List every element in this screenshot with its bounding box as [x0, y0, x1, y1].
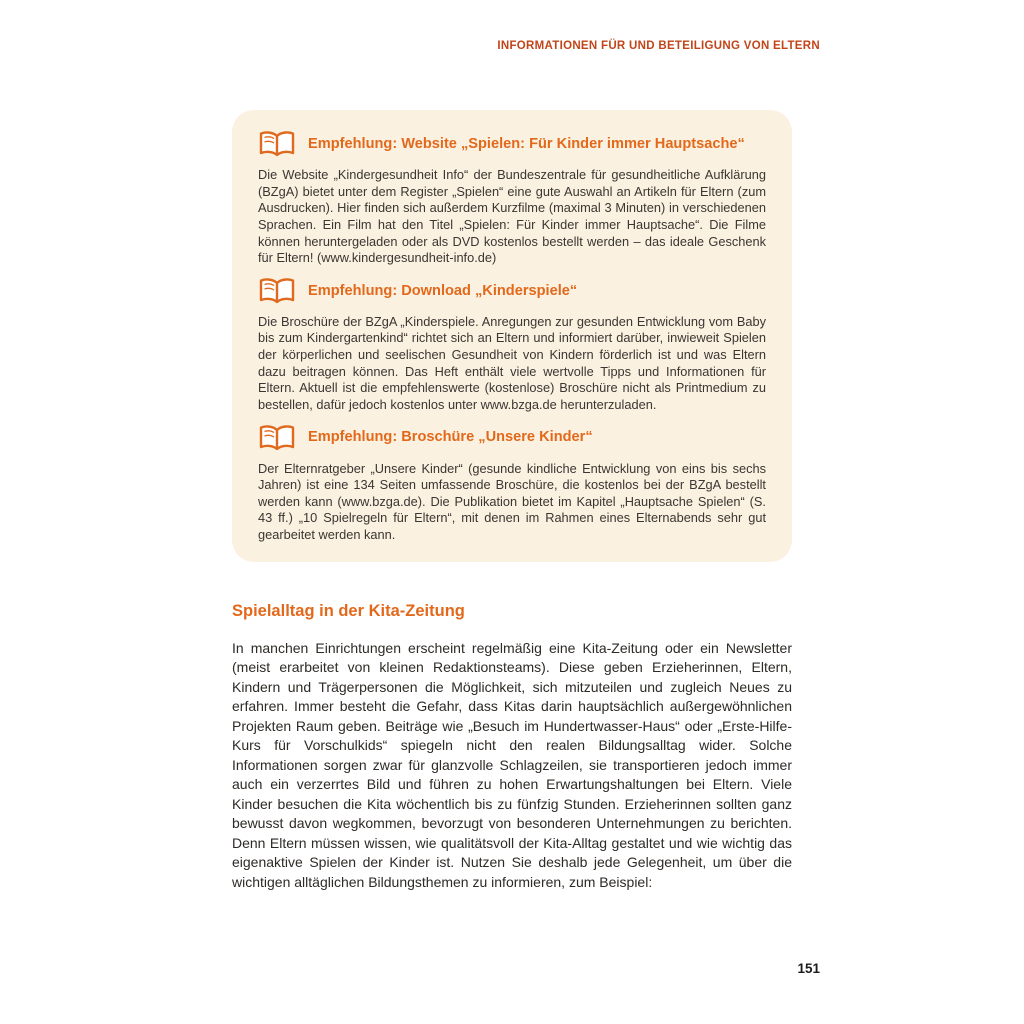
recommendation-header [258, 277, 766, 306]
recommendation-header [258, 424, 766, 453]
recommendation-body: Die Website „Kindergesundheit Info“ der Bundeszentrale für gesundheitliche Aufklärung (BZgA) bietet unter dem Register „Spielen“ eine gute Auswahl an Artikeln für Eltern (zum Ausdrucken). Hier finden sich außerdem Kurzfilme (maximal 3 Minuten) in verschiedenen Sprachen. Ein Film hat den Titel „Spielen: Für Kinder immer Hauptsache“. Die Filme können heruntergeladen oder als DVD kostenlos bestellt werden – das ideale Geschenk für Eltern! (www.kindergesundheit-info.de) [258, 167, 766, 266]
recommendation-body: Die Broschüre der BZgA „Kinderspiele. Anregungen zur gesunden Entwicklung vom Baby bis zum Kindergartenkind“ richtet sich an Eltern und informiert darüber, inwieweit Spielen der körperlichen und seelischen Gesundheit von Kindern förderlich ist und was Eltern dazu beitragen können. Das Heft enthält viele wertvolle Tipps und Informationen für Eltern. Aktuell ist die empfehlenswerte (kostenlose) Broschüre nicht als Printmedium zu bestellen, dafür jedoch kostenlos unter www.bzga.de herunterzuladen. [258, 313, 766, 412]
recommendation-title: Empfehlung: Download „Kinderspiele“ [308, 282, 578, 299]
recommendation-body: Der Elternratgeber „Unsere Kinder“ (gesunde kindliche Entwicklung von eins bis sechs Jahren) ist eine 134 Seiten umfassende Broschüre, die kostenlos bei der BZgA bestellt werden kann (www.bzga.de). Die Publikation bietet im Kapitel „Hauptsache Spielen“ (S. 43 ff.) „10 Spielregeln für Eltern“, mit denen im Rahmen eines Elternabends sehr gut gearbeitet werden kann. [258, 460, 766, 542]
open-book-icon [258, 130, 296, 159]
open-book-icon [258, 277, 296, 306]
recommendation-box [232, 110, 792, 562]
page-content [232, 110, 792, 892]
running-header: INFORMATIONEN FÜR UND BETEILIGUNG VON ELTERN [497, 40, 820, 52]
open-book-icon [258, 424, 296, 453]
page-number: 151 [797, 961, 820, 976]
recommendation-item [258, 130, 766, 267]
recommendation-item [258, 277, 766, 414]
body-paragraph: In manchen Einrichtungen erscheint regelmäßig eine Kita-Zeitung oder ein Newsletter (meist erarbeitet von kleinen Redaktionsteams). Diese geben Erzieherinnen, Eltern, Kindern und Trägerpersonen die Möglichkeit, sich mitzuteilen und zugleich Neues zu erfahren. Immer besteht die Gefahr, dass Kitas darin hauptsächlich außergewöhnlichen Projekten Raum geben. Beiträge wie „Besuch im Hundertwasser-Haus“ oder „Erste-Hilfe-Kurs für Vorschulkids“ spiegeln nicht den realen Bildungsalltag wider. Solche Informationen sorgen zwar für glanzvolle Schlagzeilen, sie transportieren jedoch immer auch ein verzerrtes Bild und führen zu hohen Erwartungshaltungen bei Eltern. Viele Kinder besuchen die Kita wöchentlich bis zu fünfzig Stunden. Erzieherinnen sollten ganz bewusst davon wegkommen, bevorzugt von besonderen Unternehmungen zu berichten. Denn Eltern müssen wissen, wie qualitätsvoll der Kita-Alltag gestaltet und wie wichtig das eigenaktive Spielen der Kinder ist. Nutzen Sie deshalb jede Gelegenheit, um über die wichtigen alltäglichen Bildungsthemen zu informieren, zum Beispiel: [232, 639, 792, 890]
recommendation-title: Empfehlung: Broschüre „Unsere Kinder“ [308, 429, 593, 446]
section-heading: Spielalltag in der Kita-Zeitung [232, 601, 465, 620]
recommendation-item [258, 424, 766, 544]
recommendation-header [258, 130, 766, 159]
recommendation-title: Empfehlung: Website „Spielen: Für Kinder immer Hauptsache“ [308, 135, 745, 152]
